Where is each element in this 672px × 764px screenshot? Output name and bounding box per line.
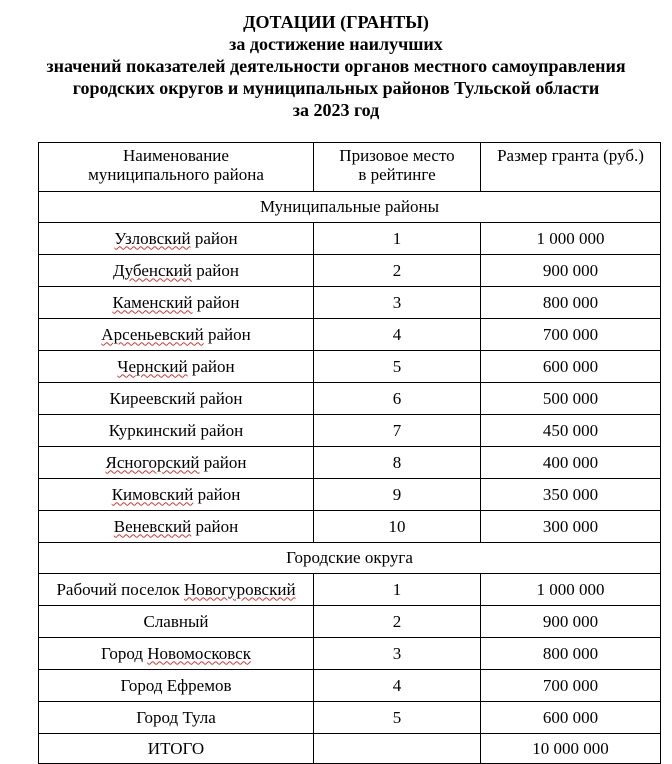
name-text: район [191, 516, 239, 536]
table-row [39, 415, 661, 447]
grant-cell: 800 000 [481, 287, 661, 319]
grant-cell: 450 000 [481, 415, 661, 447]
place-cell: 2 [314, 606, 481, 638]
misspelled-word: Арсеньевский [101, 324, 204, 344]
table-header-row [39, 143, 661, 192]
place-cell: 9 [314, 479, 481, 511]
name-text: Славный [143, 611, 209, 631]
total-label: ИТОГО [39, 734, 314, 764]
table-row [39, 638, 661, 670]
table-row [39, 702, 661, 734]
name-text: район [193, 484, 241, 504]
name-text: район [191, 260, 239, 280]
misspelled-word: Ясногорский [105, 452, 200, 472]
title-line-2: за достижение наилучших [229, 34, 443, 54]
district-name-cell [39, 351, 314, 383]
title-line-4: городских округов и муниципальных районов Тульской области [72, 78, 600, 98]
place-cell: 1 [314, 223, 481, 255]
misspelled-word: Веневский [113, 516, 192, 536]
grants-table [38, 142, 661, 764]
district-name-cell [39, 574, 314, 606]
header-line: Наименование [123, 146, 229, 165]
total-place-cell [314, 734, 481, 764]
table-body [39, 192, 661, 734]
district-name-cell [39, 223, 314, 255]
table-row [39, 351, 661, 383]
header-district-name [39, 143, 314, 192]
table-row [39, 319, 661, 351]
district-name-cell [39, 511, 314, 543]
grant-cell: 900 000 [481, 606, 661, 638]
place-cell: 4 [314, 670, 481, 702]
district-name-cell [39, 638, 314, 670]
table-row [39, 574, 661, 606]
grant-cell: 900 000 [481, 255, 661, 287]
name-text: Город Тула [136, 707, 216, 727]
name-text: Рабочий поселок [56, 579, 184, 599]
title-line-1: ДОТАЦИИ (ГРАНТЫ) [243, 12, 429, 32]
table-row [39, 383, 661, 415]
grant-cell: 600 000 [481, 702, 661, 734]
name-text: Куркинский район [108, 420, 244, 440]
misspelled-word: Новогуровский [183, 579, 296, 599]
misspelled-word: Дубенский [113, 260, 192, 280]
district-name-cell [39, 255, 314, 287]
table-row [39, 223, 661, 255]
grant-cell: 1 000 000 [481, 223, 661, 255]
name-text: Город [101, 643, 148, 663]
misspelled-word: Узловский [114, 228, 191, 248]
table-row [39, 479, 661, 511]
district-name-cell [39, 319, 314, 351]
place-cell: 2 [314, 255, 481, 287]
place-cell: 3 [314, 287, 481, 319]
section-label: Городские округа [39, 543, 661, 574]
district-name-cell [39, 447, 314, 479]
grant-cell: 350 000 [481, 479, 661, 511]
table-row [39, 447, 661, 479]
district-name-cell [39, 479, 314, 511]
place-cell: 7 [314, 415, 481, 447]
district-name-cell [39, 287, 314, 319]
header-prize-place [314, 143, 481, 192]
grant-cell: 1 000 000 [481, 574, 661, 606]
district-name-cell [39, 383, 314, 415]
name-text: район [192, 292, 240, 312]
document-title [0, 0, 672, 121]
district-name-cell [39, 670, 314, 702]
name-text: район [190, 228, 238, 248]
place-cell: 3 [314, 638, 481, 670]
misspelled-word: Новомосковск [147, 643, 251, 663]
name-text: Киреевский район [109, 388, 243, 408]
name-text: Город Ефремов [120, 675, 232, 695]
grant-cell: 600 000 [481, 351, 661, 383]
district-name-cell [39, 702, 314, 734]
name-text: район [199, 452, 247, 472]
name-text: район [187, 356, 235, 376]
grant-cell: 400 000 [481, 447, 661, 479]
misspelled-word: Каменский [112, 292, 193, 312]
table-row [39, 670, 661, 702]
misspelled-word: Чернский [117, 356, 188, 376]
table-footer [39, 734, 661, 764]
grant-cell: 700 000 [481, 319, 661, 351]
total-grant-cell: 10 000 000 [481, 734, 661, 764]
grant-cell: 500 000 [481, 383, 661, 415]
section-row [39, 192, 661, 223]
header-line: в рейтинге [358, 165, 436, 184]
table-row [39, 606, 661, 638]
district-name-cell [39, 415, 314, 447]
district-name-cell [39, 606, 314, 638]
title-line-5: за 2023 год [292, 100, 380, 120]
name-text: район [203, 324, 251, 344]
place-cell: 5 [314, 702, 481, 734]
title-line-3: значений показателей деятельности органов местного самоуправления [46, 56, 626, 76]
grant-cell: 800 000 [481, 638, 661, 670]
table-row [39, 511, 661, 543]
grant-cell: 700 000 [481, 670, 661, 702]
place-cell: 8 [314, 447, 481, 479]
grant-cell: 300 000 [481, 511, 661, 543]
section-row [39, 543, 661, 574]
header-line: Призовое место [339, 146, 455, 165]
place-cell: 5 [314, 351, 481, 383]
place-cell: 4 [314, 319, 481, 351]
total-row [39, 734, 661, 764]
place-cell: 6 [314, 383, 481, 415]
section-label: Муниципальные районы [39, 192, 661, 223]
misspelled-word: Кимовский [111, 484, 194, 504]
table-row [39, 287, 661, 319]
table-row [39, 255, 661, 287]
header-line: муниципального района [88, 165, 264, 184]
header-grant-size [481, 143, 661, 192]
place-cell: 1 [314, 574, 481, 606]
header-line: Размер гранта (руб.) [497, 146, 644, 165]
place-cell: 10 [314, 511, 481, 543]
